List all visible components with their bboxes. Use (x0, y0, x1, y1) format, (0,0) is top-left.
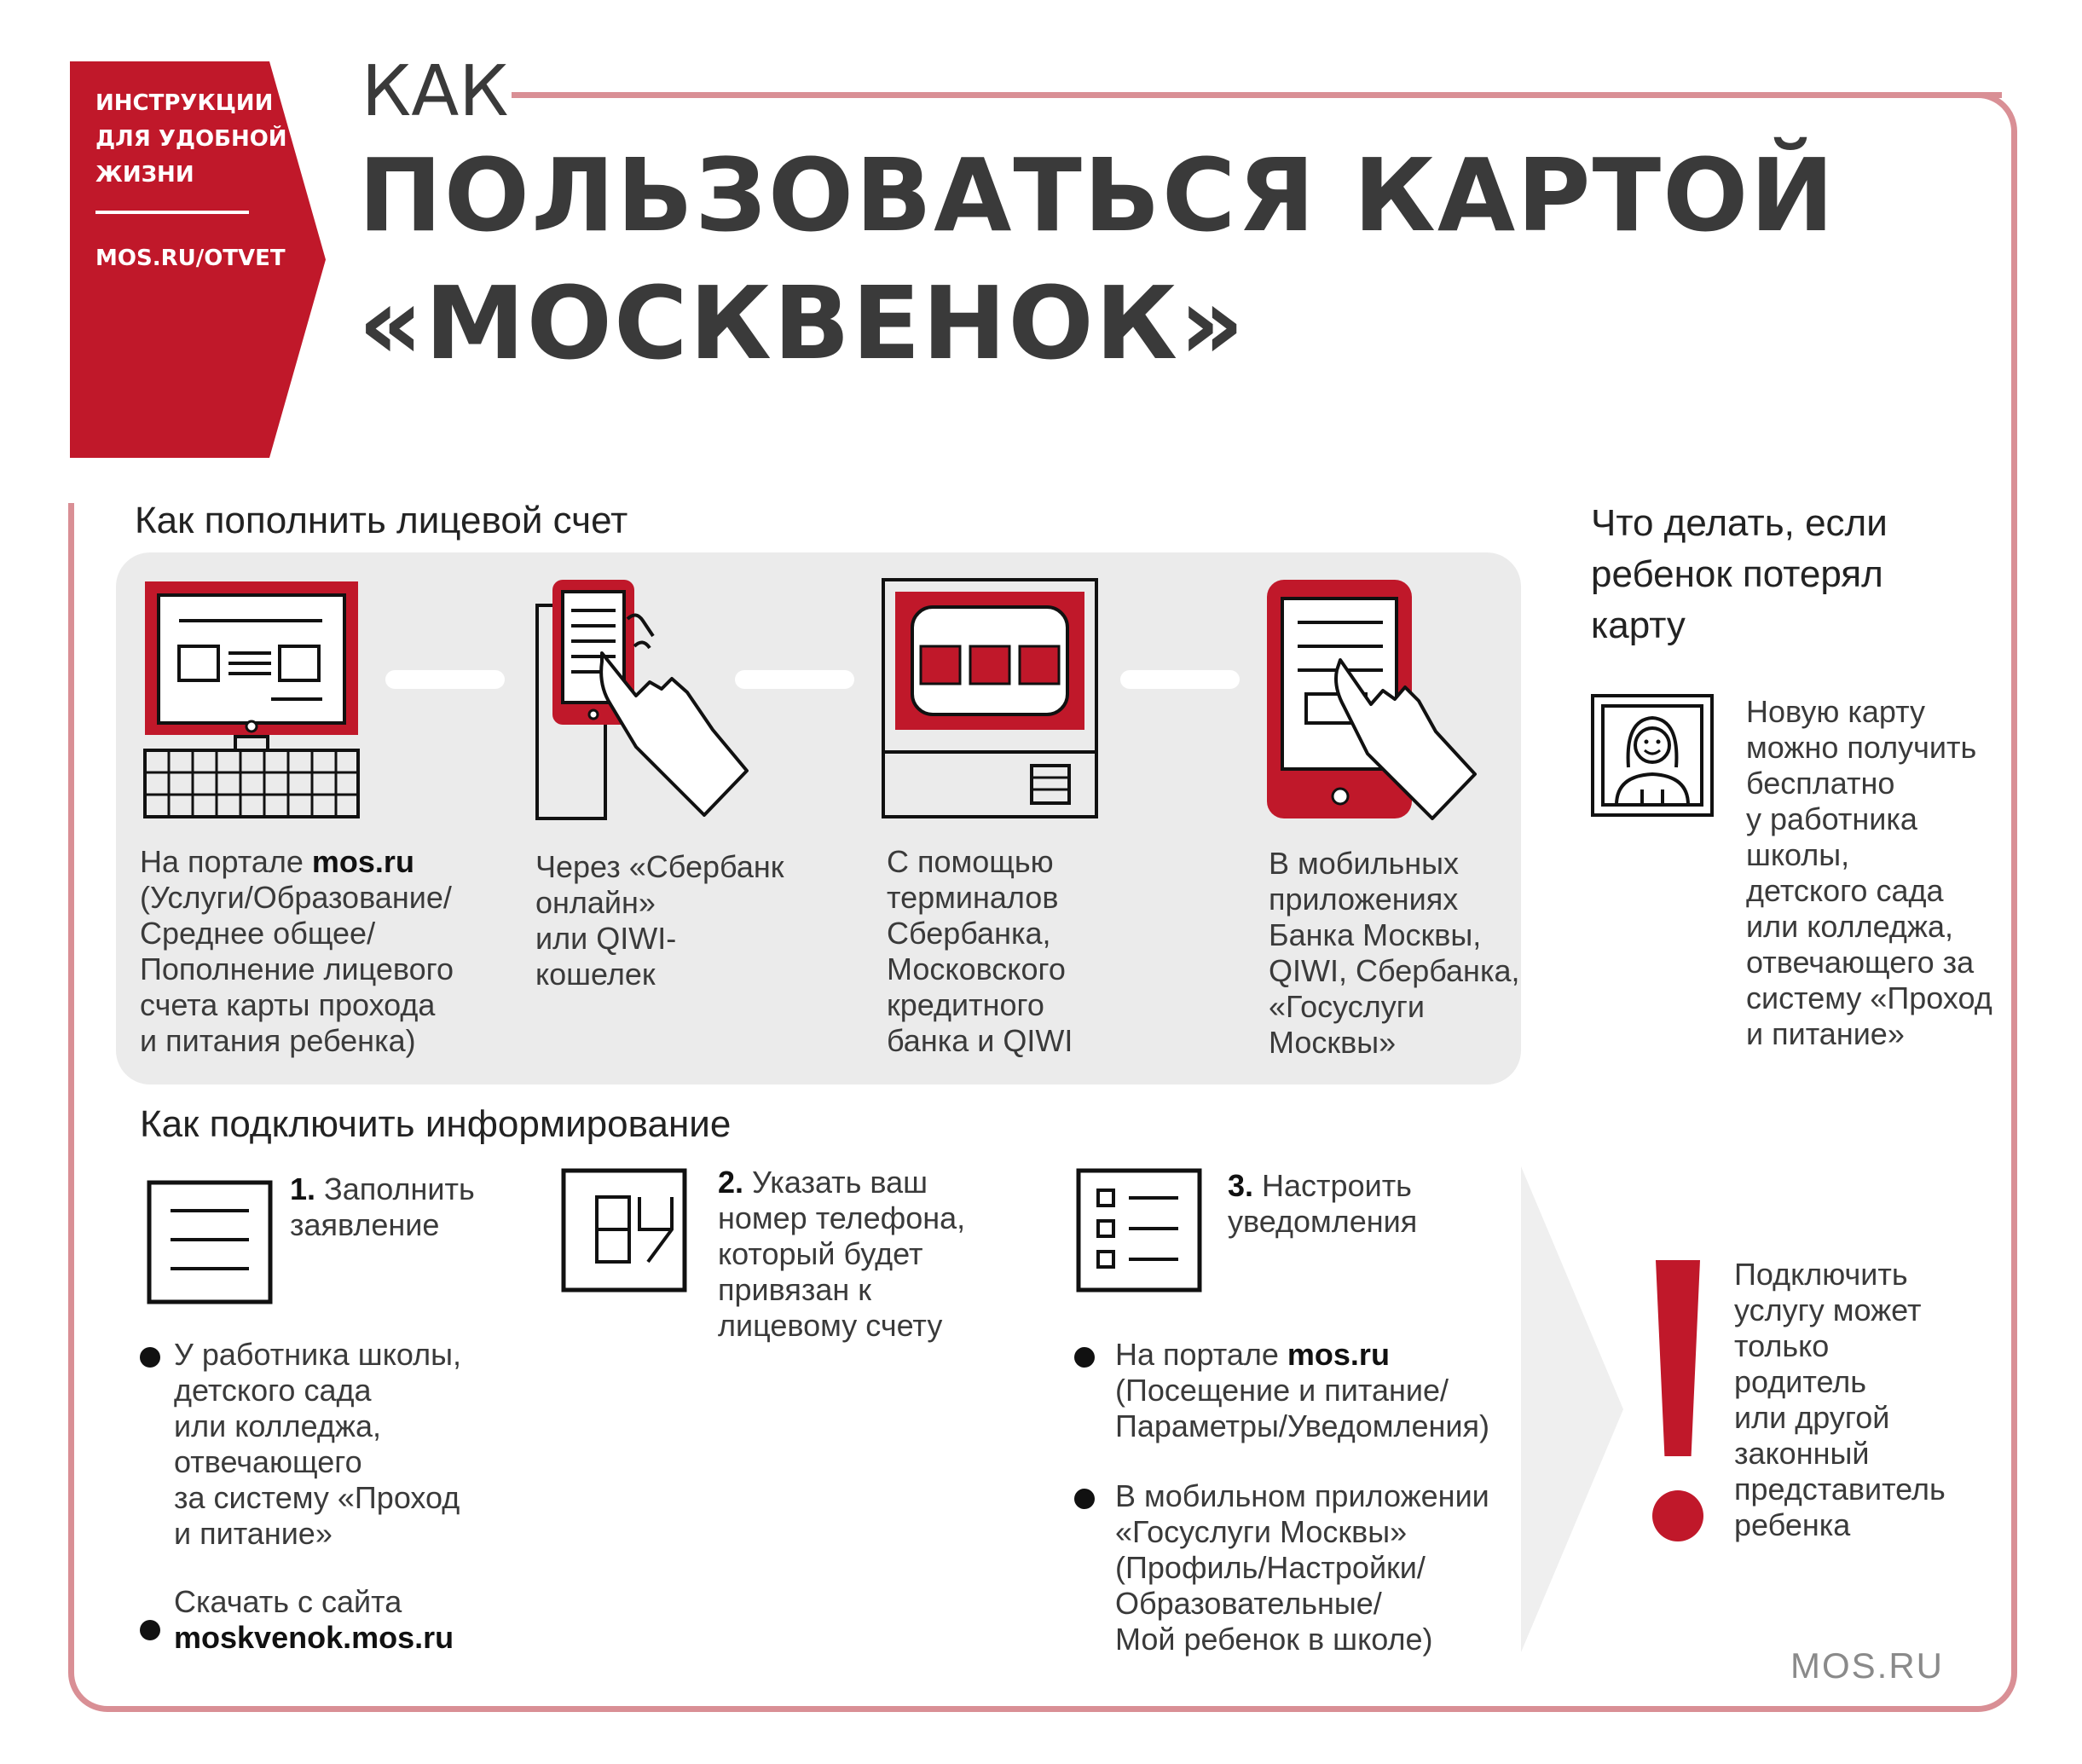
terminal-icon (882, 578, 1098, 818)
connector-1 (385, 670, 505, 689)
step3-bullet-portal: На портале mos.ru (Посещение и питание/ Параметры/Уведомления) (1115, 1337, 1489, 1443)
method-terminals: С помощью терминалов Сбербанка, Московского кредитного банка и QIWI (887, 844, 1073, 1058)
banner-line-2: ДЛЯ УДОБНОЙ (95, 126, 287, 152)
step-3: 3. Настроить уведомления (1228, 1168, 1418, 1239)
step-2: 2. Указать ваш номер телефона, который будет привязан к лицевому счету (718, 1165, 966, 1343)
method-sberbank-online: Через «Сбербанк онлайн» или QIWI- кошелек (535, 849, 784, 992)
form-icon (147, 1180, 273, 1304)
notify-heading: Как подключить информирование (140, 1103, 732, 1145)
title-line-1: ПОЛЬЗОВАТЬСЯ КАРТОЙ (358, 136, 1836, 254)
banner-line-3: ЖИЗНИ (95, 162, 194, 188)
lost-heading: Что делать, если ребенок потерял карту (1591, 502, 1888, 646)
bullet-dot (1074, 1489, 1095, 1509)
phone-hand-icon (534, 576, 755, 824)
computer-icon (143, 580, 360, 818)
step1-bullet-school: У работника школы, детского сада или колледжа, отвечающего за систему «Проход и питание» (174, 1337, 461, 1551)
lost-text: Новую карту можно получить бесплатно у работника школы, детского сада или колледжа, отвечающего за систему «Проход и питание» (1746, 694, 1992, 1051)
bullet-dot (140, 1347, 160, 1368)
banner-divider (95, 211, 249, 214)
step3-bullet-app: В мобильном приложении «Госуслуги Москвы» (Профиль/Настройки/ Образовательные/ Мой ребенок в школе) (1115, 1478, 1489, 1657)
banner-link[interactable]: MOS.RU/OTVET (95, 246, 286, 271)
phone-number-icon (561, 1168, 687, 1293)
title-rule (518, 92, 2002, 98)
title-line-2: «МОСКВЕНОК» (358, 264, 1246, 382)
download-link[interactable]: moskvenok.mos.ru (174, 1620, 454, 1655)
method-portal: На портале mos.ru (Услуги/Образование/ Среднее общее/ Пополнение лицевого счета карты прохода и питания ребенка) (140, 844, 454, 1058)
notify-note: Подключить услугу может только родитель или другой законный представитель ребенка (1734, 1257, 1946, 1542)
method-mobile-apps: В мобильных приложениях Банка Москвы, QIWI, Сбербанка, «Госуслуги Москвы» (1269, 846, 1520, 1060)
banner-line-1: ИНСТРУКЦИИ (95, 90, 274, 116)
tablet-hand-icon (1265, 578, 1478, 825)
connector-3 (1120, 670, 1240, 689)
card-photo-icon (1591, 694, 1714, 817)
bullet-dot (140, 1620, 160, 1640)
topup-heading: Как пополнить лицевой счет (135, 500, 628, 541)
footer-logo: MOS.RU (1790, 1645, 1944, 1686)
checklist-icon (1076, 1168, 1202, 1293)
bullet-dot (1074, 1347, 1095, 1368)
title-small: КАК (361, 51, 509, 132)
step-1: 1. Заполнить заявление (290, 1171, 475, 1242)
exclamation-dot-icon (1652, 1490, 1703, 1541)
step1-bullet-download: Скачать с сайта moskvenok.mos.ru (174, 1584, 454, 1655)
